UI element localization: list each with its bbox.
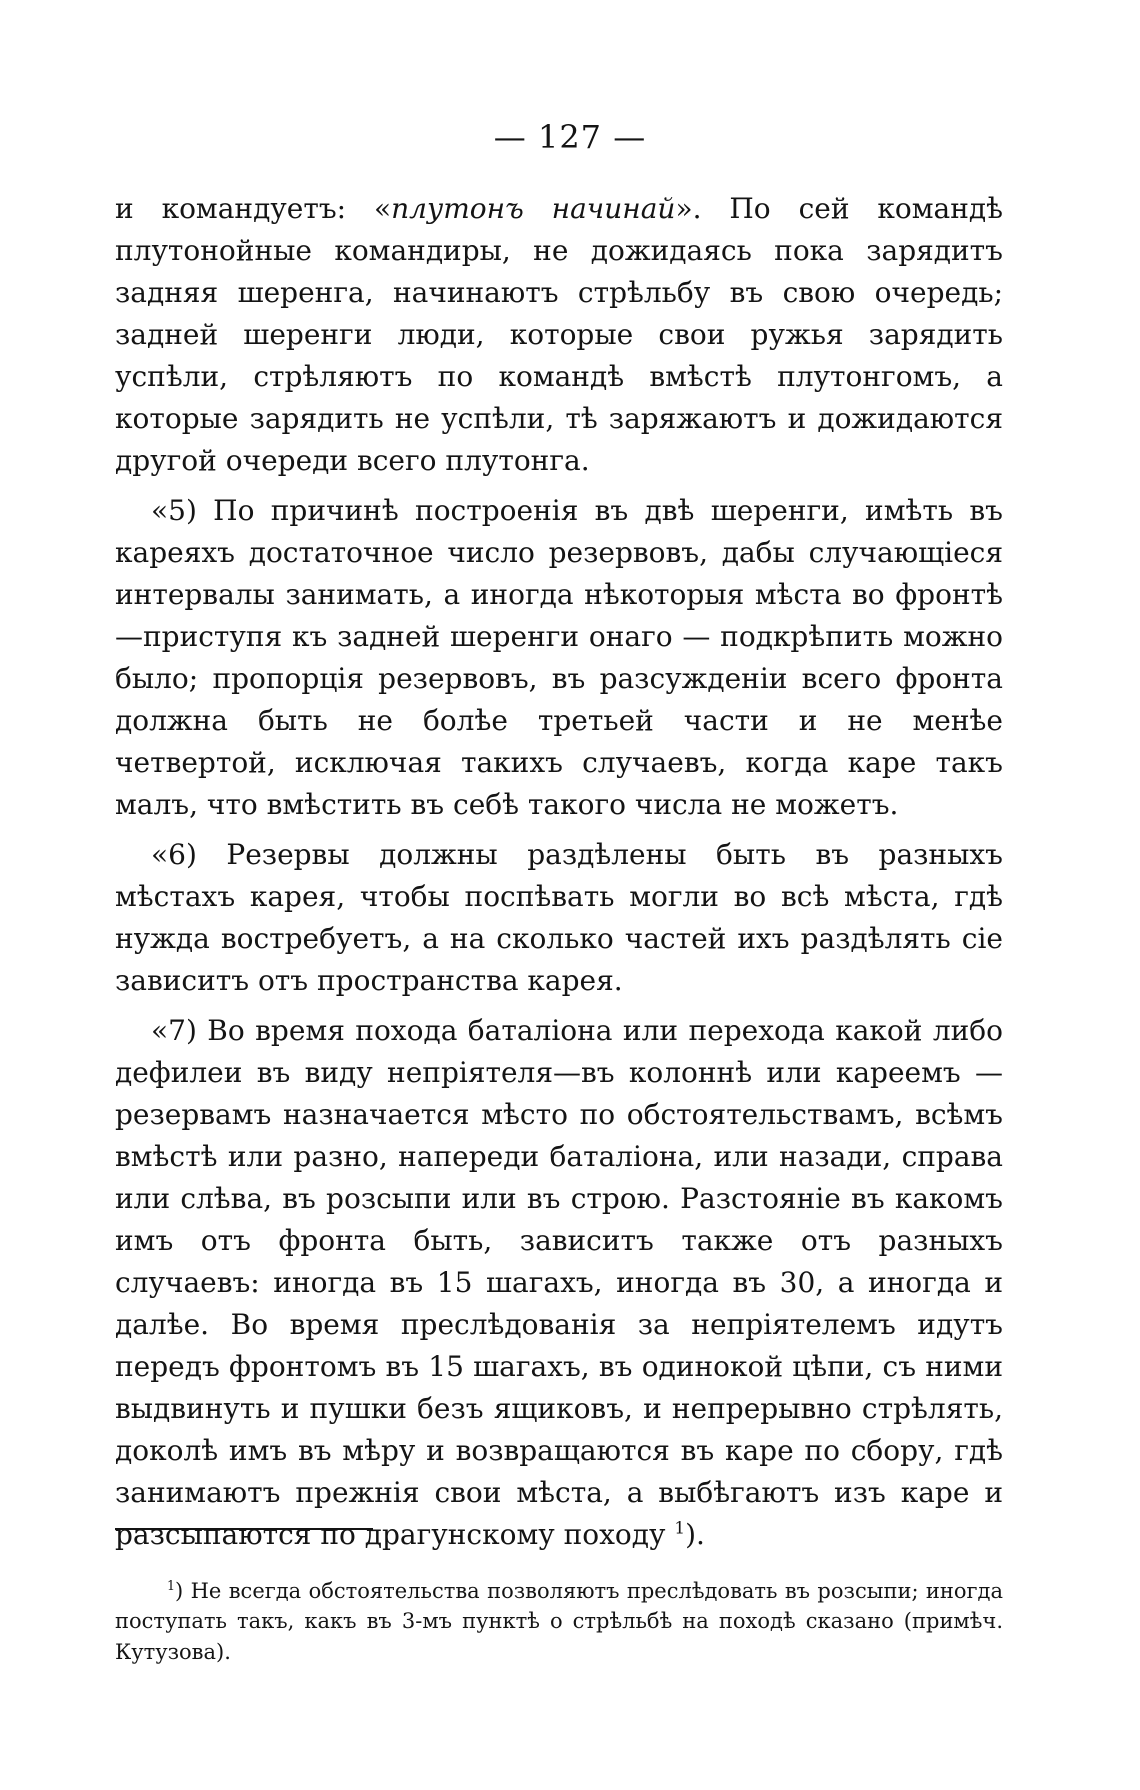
body-text (115, 188, 1003, 1556)
paragraph-5 (115, 490, 1003, 826)
page-number: — 127 — (493, 118, 647, 156)
paragraph-6 (115, 834, 1003, 1002)
footnote-marker: 1 (167, 1578, 176, 1593)
footnote-divider (115, 1528, 373, 1530)
footnote (115, 1576, 1003, 1667)
text-segment: и командуетъ: « (115, 192, 392, 225)
text-segment: «5) По причинѣ построенія въ двѣ шеренги, имѣть въ кареяхъ достаточное число резервовъ, дабы случающіеся интервалы занимать, а иногда нѣкоторыя мѣста во фронтѣ—приступя къ задней шеренги онаго — подкрѣпить можно было; пропорція резервовъ, въ разсужденіи всего фронта должна быть не болѣе третьей части и не менѣе четвертой, исключая такихъ случаевъ, когда каре такъ малъ, что вмѣстить въ себѣ такого числа не можетъ. (115, 494, 1003, 821)
text-segment: «6) Резервы должны раздѣлены быть въ разныхъ мѣстахъ карея, чтобы поспѣвать могли во всѣ мѣста, гдѣ нужда востребуетъ, а на сколько частей ихъ раздѣлять сіе зависитъ отъ пространства карея. (115, 838, 1003, 997)
text-segment: «7) Во время похода баталіона или перехода какой либо дефилеи въ виду непріятеля—въ колоннѣ или кареемъ — резервамъ назначается мѣсто по обстоятельствамъ, всѣмъ вмѣстѣ или разно, напереди баталіона, или назади, справа или слѣва, въ розсыпи или въ строю. Разстояніе въ какомъ имъ отъ фронта быть, зависитъ также отъ разныхъ случаевъ: иногда въ 15 шагахъ, иногда въ 30, а иногда и далѣе. Во время преслѣдованія за непріятелемъ идутъ передъ фронтомъ въ 15 шагахъ, въ одинокой цѣпи, съ ними выдвинуть и пушки безъ ящиковъ, и непрерывно стрѣлять, доколѣ имъ въ мѣру и возвращаются въ каре по сбору, гдѣ занимаютъ прежнія свои мѣста, а выбѣгаютъ изъ каре и разсыпаются по драгунскому походу (115, 1014, 1003, 1551)
footnote-text (115, 1576, 1003, 1667)
emphasized-command: плутонъ начинай (391, 192, 676, 225)
paragraph-7 (115, 1010, 1003, 1556)
footnote-reference[interactable]: 1 (674, 1517, 686, 1538)
footnote-body: ) Не всегда обстоятельства позволяютъ преслѣдовать въ розсыпи; иногда поступать такъ, какъ въ 3-мъ пунктѣ о стрѣльбѣ на походѣ сказано (примѣч. Кутузова). (115, 1579, 1003, 1664)
text-segment: ). (685, 1518, 705, 1551)
text-segment: ». По сей командѣ плутонойные командиры, не дожидаясь пока зарядитъ задняя шеренга, начинаютъ стрѣльбу въ свою очередь; задней шеренги люди, которые свои ружья зарядить успѣли, стрѣляютъ по командѣ вмѣстѣ плутонгомъ, а которые зарядить не успѣли, тѣ заряжаютъ и дожидаются другой очереди всего плутонга. (115, 192, 1004, 477)
paragraph-continued (115, 188, 1003, 482)
